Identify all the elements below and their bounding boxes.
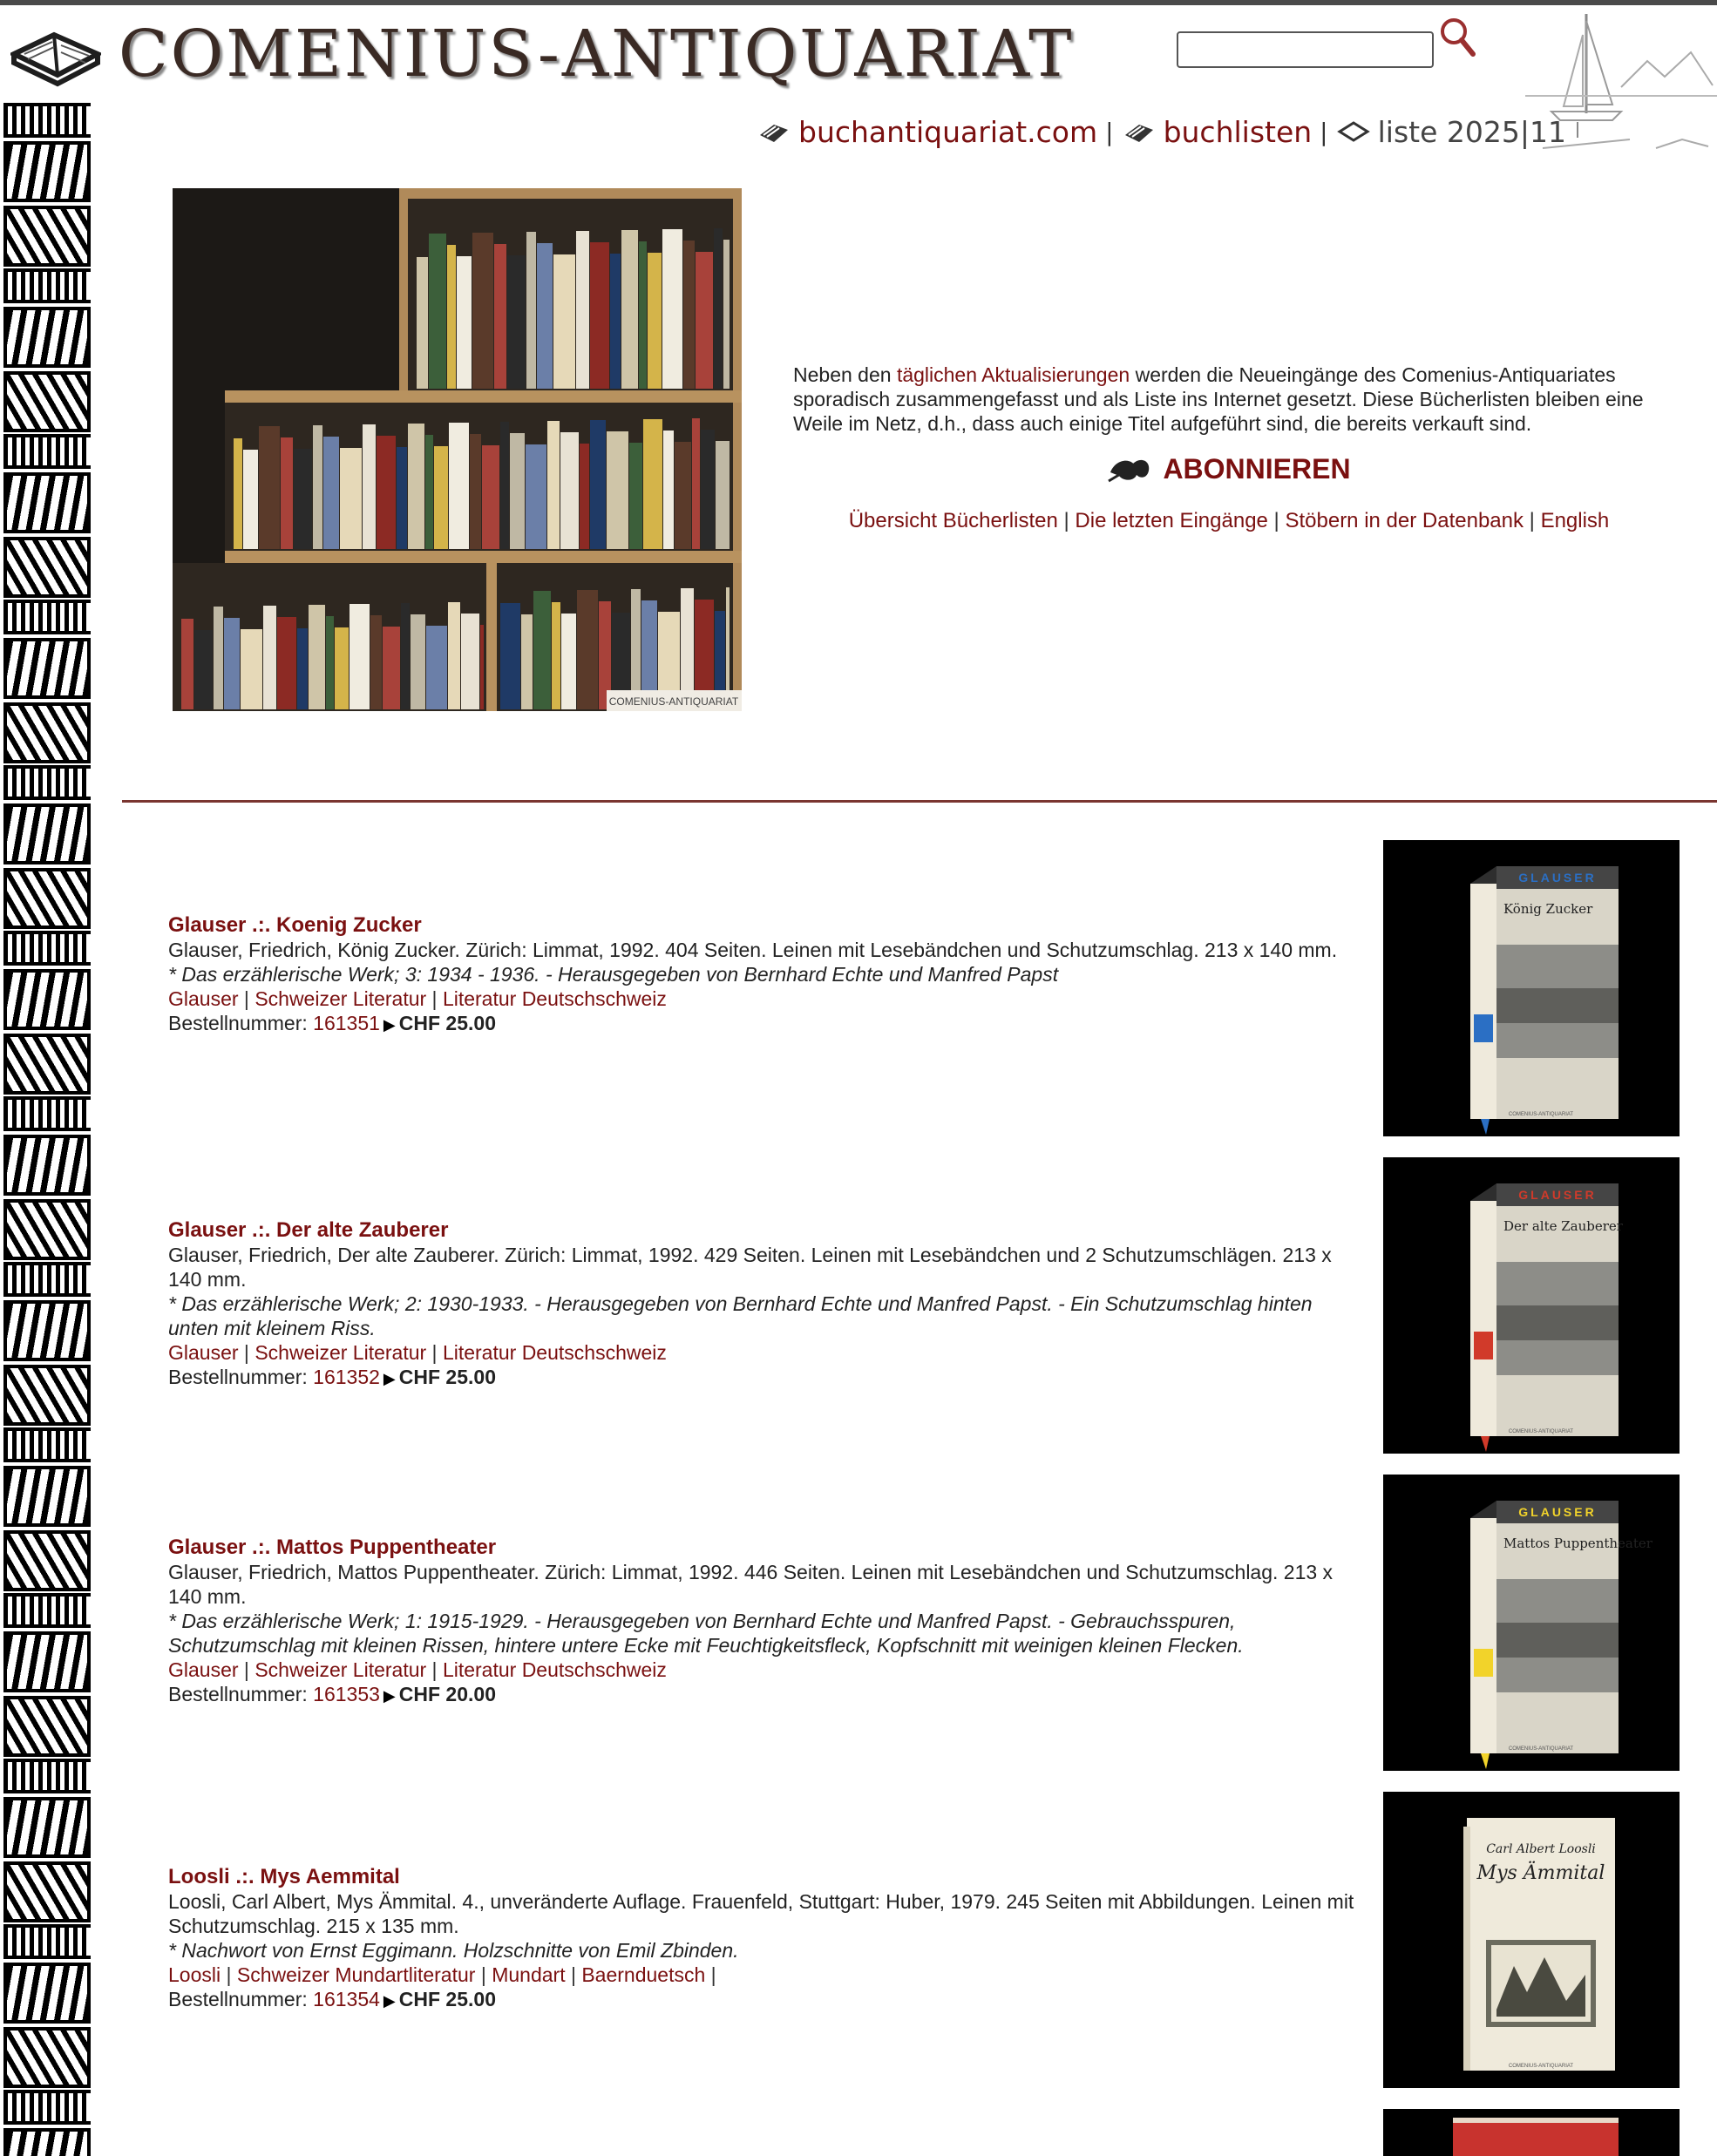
open-book-icon [1336, 119, 1371, 146]
svg-text:Mattos Puppentheater: Mattos Puppentheater [1503, 1536, 1653, 1551]
subscribe-link[interactable]: ABONNIEREN [793, 453, 1665, 485]
breadcrumb [757, 115, 1566, 149]
logo-text: COMENIUS-ANTIQUARIAT [119, 17, 1075, 92]
category-link[interactable]: Schweizer Literatur [254, 1341, 427, 1364]
category-link[interactable]: Baernduetsch [581, 1963, 706, 1986]
product-note: * Nachwort von Ernst Eggimann. Holzschnitte von Emil Zbinden. [168, 1939, 739, 1962]
category-link[interactable]: Loosli [168, 1963, 221, 1986]
product-item [168, 1536, 1362, 1708]
breadcrumb-current: liste 2025|11 [1377, 115, 1566, 149]
photo-watermark: COMENIUS-ANTIQUARIAT [608, 695, 739, 708]
breadcrumb-separator: | [1105, 118, 1114, 146]
product-thumbnail[interactable] [1383, 1475, 1680, 1771]
category-link[interactable]: Schweizer Mundartliteratur [236, 1963, 476, 1986]
order-number-link[interactable]: 161354 [313, 1988, 380, 2010]
product-price: CHF 25.00 [398, 1988, 496, 2010]
book-icon [757, 119, 791, 146]
product-price: CHF 25.00 [398, 1012, 496, 1034]
bookshelf-photo [173, 188, 742, 711]
product-categories: Glauser | Schweizer Literatur | Literatur Deutschschweiz [168, 987, 667, 1010]
product-description: Glauser, Friedrich, König Zucker. Zürich: Limmat, 1992. 404 Seiten. Leinen mit Lesebändchen und Schutzumschlag. 213 x 140 mm. [168, 939, 1338, 961]
svg-text:COMENIUS-ANTIQUARIAT: COMENIUS-ANTIQUARIAT [1508, 1112, 1574, 1117]
svg-text:GLAUSER: GLAUSER [1518, 1505, 1597, 1519]
product-thumbnail[interactable] [1383, 1157, 1680, 1454]
browse-database-link[interactable]: Stöbern in der Datenbank [1285, 509, 1524, 532]
top-border [0, 0, 1717, 5]
product-thumbnail[interactable] [1383, 840, 1680, 1136]
product-item [168, 1218, 1362, 1391]
category-link[interactable]: Schweizer Literatur [254, 1658, 427, 1681]
overview-link[interactable]: Übersicht Bücherlisten [848, 509, 1058, 532]
product-categories: Glauser | Schweizer Literatur | Literatur Deutschschweiz [168, 1341, 667, 1364]
site-logo[interactable] [10, 17, 1075, 92]
section-divider [122, 800, 1717, 803]
svg-text:Mys Ämmital: Mys Ämmital [1476, 1862, 1605, 1884]
category-link[interactable]: Mundart [492, 1963, 566, 1986]
english-link[interactable]: English [1540, 509, 1610, 532]
breadcrumb-buchlisten-link[interactable]: buchlisten [1163, 115, 1313, 149]
category-link[interactable]: Literatur Deutschschweiz [442, 1341, 667, 1364]
product-order: Bestellnummer: 161353 ▶ CHF 20.00 [168, 1683, 496, 1705]
list-navigation: Übersicht Bücherlisten | Die letzten Eingänge | Stöbern in der Datenbank | English [848, 509, 1610, 532]
order-number-link[interactable]: 161353 [313, 1683, 380, 1705]
category-link[interactable]: Literatur Deutschschweiz [442, 987, 667, 1010]
order-number-link[interactable]: 161352 [313, 1366, 380, 1388]
open-book-icon [10, 19, 101, 89]
search-input[interactable] [1177, 31, 1434, 68]
category-link[interactable]: Glauser [168, 1341, 239, 1364]
category-link[interactable]: Schweizer Literatur [254, 987, 427, 1010]
arrow-right-icon: ▶ [383, 1687, 396, 1705]
arrow-right-icon: ▶ [383, 1992, 396, 2010]
category-link[interactable]: Glauser [168, 1658, 239, 1681]
product-order: Bestellnummer: 161351 ▶ CHF 25.00 [168, 1012, 496, 1034]
svg-text:COMENIUS-ANTIQUARIAT: COMENIUS-ANTIQUARIAT [1508, 1429, 1574, 1434]
product-categories: Loosli | Schweizer Mundartliteratur | Mundart | Baernduetsch | [168, 1963, 716, 1986]
product-thumbnail[interactable] [1383, 2109, 1680, 2156]
daily-updates-link[interactable]: täglichen Aktualisierungen [896, 363, 1130, 386]
svg-text:GLAUSER: GLAUSER [1518, 871, 1597, 885]
product-description: Glauser, Friedrich, Der alte Zauberer. Zürich: Limmat, 1992. 429 Seiten. Leinen mit Lesebändchen und 2 Schutzumschlägen. 213 x 140 mm. [168, 1244, 1332, 1291]
category-link[interactable]: Glauser [168, 987, 239, 1010]
product-description: Loosli, Carl Albert, Mys Ämmital. 4., unveränderte Auflage. Frauenfeld, Stuttgart: Huber, 1979. 245 Seiten mit Abbildungen. Leinen mit Schutzumschlag. 215 x 135 mm. [168, 1890, 1354, 1937]
breadcrumb-separator: | [1320, 118, 1328, 146]
category-link[interactable]: Literatur Deutschschweiz [442, 1658, 667, 1681]
search-icon[interactable] [1438, 16, 1476, 58]
breadcrumb-home-link[interactable]: buchantiquariat.com [798, 115, 1098, 149]
product-note: * Das erzählerische Werk; 3: 1934 - 1936. - Herausgegeben von Bernhard Echte und Manfred Papst [168, 963, 1059, 986]
latest-arrivals-link[interactable]: Die letzten Eingänge [1075, 509, 1268, 532]
product-item [168, 1865, 1362, 2013]
svg-text:Der alte Zauberer: Der alte Zauberer [1503, 1218, 1623, 1234]
intro-text: Neben den täglichen Aktualisierungen werden die Neueingänge des Comenius-Antiquariates sporadisch zusammengefasst und als Liste ins Internet gesetzt. Diese Bücherlisten bleiben eine Weile im Netz, d.h., dass auch einige Titel aufgeführt sind, die bereits verkauft sind. [793, 363, 1644, 435]
decorative-border [0, 103, 96, 2156]
svg-text:GLAUSER: GLAUSER [1518, 1188, 1597, 1202]
product-price: CHF 20.00 [398, 1683, 496, 1705]
product-title[interactable]: Loosli .:. Mys Aemmital [168, 1865, 400, 1888]
svg-text:König Zucker: König Zucker [1503, 901, 1593, 917]
svg-text:Carl Albert Loosli: Carl Albert Loosli [1486, 1842, 1596, 1856]
arrow-right-icon: ▶ [383, 1370, 396, 1387]
svg-text:COMENIUS-ANTIQUARIAT: COMENIUS-ANTIQUARIAT [1508, 1746, 1574, 1752]
svg-text:COMENIUS-ANTIQUARIAT: COMENIUS-ANTIQUARIAT [1508, 2064, 1574, 2069]
product-price: CHF 25.00 [398, 1366, 496, 1388]
fleuron-icon [1107, 455, 1152, 485]
product-order: Bestellnummer: 161352 ▶ CHF 25.00 [168, 1366, 496, 1388]
arrow-right-icon: ▶ [383, 1016, 396, 1034]
product-title[interactable]: Glauser .:. Mattos Puppentheater [168, 1536, 497, 1559]
product-description: Glauser, Friedrich, Mattos Puppentheater. Zürich: Limmat, 1992. 446 Seiten. Leinen mit Lesebändchen und Schutzumschlag. 213 x 140 mm. [168, 1561, 1334, 1608]
product-thumbnail[interactable] [1383, 1792, 1680, 2088]
product-note: * Das erzählerische Werk; 2: 1930-1933. - Herausgegeben von Bernhard Echte und Manfred Papst. - Ein Schutzumschlag hinten unten mit kleinem Riss. [168, 1292, 1313, 1339]
order-number-link[interactable]: 161351 [313, 1012, 380, 1034]
product-note: * Das erzählerische Werk; 1: 1915-1929. - Herausgegeben von Bernhard Echte und Manfred Papst. - Gebrauchsspuren, Schutzumschlag mit kleinen Rissen, hintere untere Ecke mit Feuchtigkeitsfleck, Kopfschnitt mit weinigen kleinen Flecken. [168, 1610, 1244, 1657]
product-item [168, 913, 1362, 1037]
product-title[interactable]: Glauser .:. Koenig Zucker [168, 913, 422, 937]
product-title[interactable]: Glauser .:. Der alte Zauberer [168, 1218, 449, 1242]
book-icon [1122, 119, 1157, 146]
product-order: Bestellnummer: 161354 ▶ CHF 25.00 [168, 1988, 496, 2010]
product-categories: Glauser | Schweizer Literatur | Literatur Deutschschweiz [168, 1658, 667, 1681]
